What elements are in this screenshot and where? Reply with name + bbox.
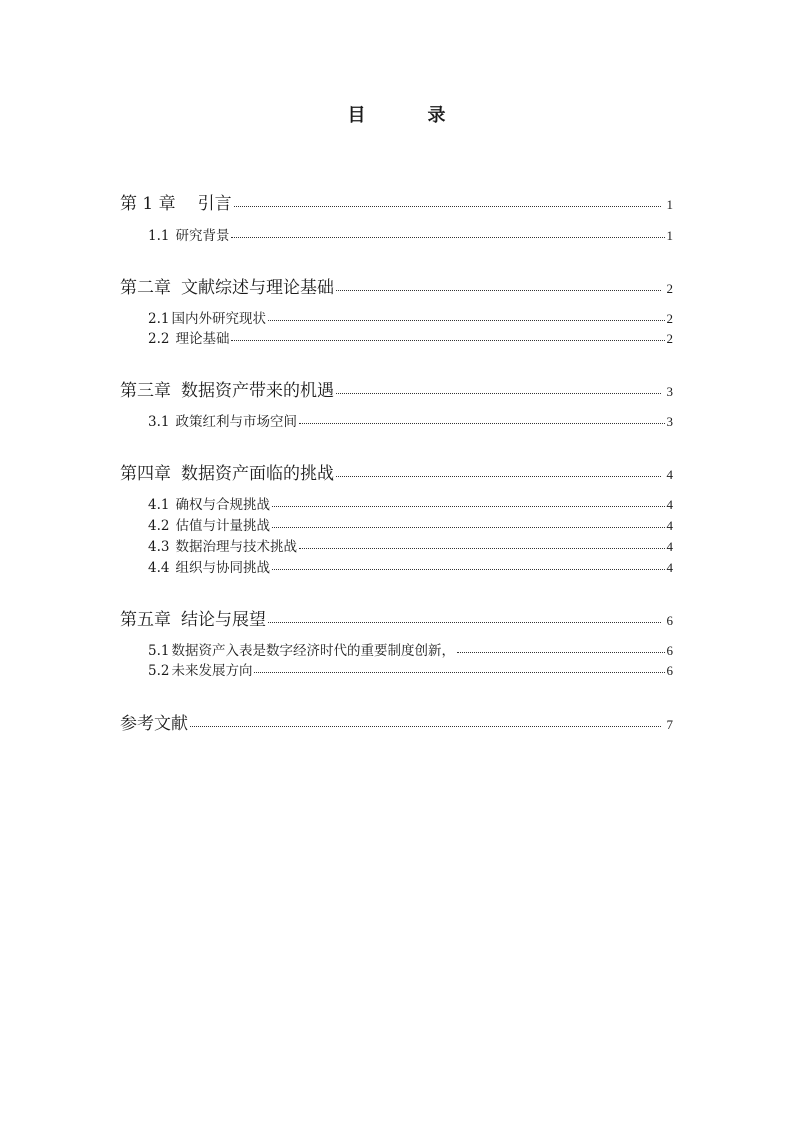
section-title: 国内外研究现状 — [171, 311, 266, 327]
dot-leader — [254, 671, 664, 673]
chapter-number: 第 1 章 — [120, 194, 176, 214]
chapter-title: 引言 — [197, 194, 232, 214]
dot-leader — [336, 392, 661, 394]
toc-section-4-3[interactable] — [148, 537, 673, 557]
section-number: 2.2 — [148, 331, 170, 347]
page-number: 2 — [666, 331, 673, 346]
page-number: 2 — [666, 281, 673, 296]
dot-leader — [299, 422, 665, 424]
toc-section-4-4[interactable] — [148, 558, 673, 578]
chapter-number: 第二章 — [120, 278, 171, 298]
section-number: 1.1 — [148, 228, 170, 244]
toc-section-4-1[interactable] — [148, 495, 673, 515]
page-number: 1 — [666, 197, 673, 212]
section-number: 2.1 — [148, 311, 170, 327]
dot-leader — [336, 289, 661, 291]
section-title: 数据治理与技术挑战 — [175, 539, 297, 555]
page-number: 4 — [666, 539, 673, 554]
chapter-number: 第四章 — [120, 464, 171, 484]
toc-references[interactable] — [120, 712, 673, 736]
section-number: 5.2 — [148, 663, 170, 679]
page-title: 目 录 — [347, 105, 468, 126]
toc-section-2-2[interactable] — [148, 329, 673, 349]
dot-leader — [190, 725, 661, 727]
section-number: 4.3 — [148, 539, 170, 555]
dot-leader — [457, 651, 665, 653]
toc-section-1-1[interactable] — [148, 226, 673, 246]
page-number: 6 — [666, 663, 673, 678]
toc-chapter-3[interactable] — [120, 379, 673, 403]
dot-leader — [231, 236, 664, 238]
toc-chapter-1[interactable] — [120, 192, 673, 216]
page-number: 4 — [666, 467, 673, 482]
toc-section-4-2[interactable] — [148, 516, 673, 536]
section-title: 确权与合规挑战 — [175, 497, 270, 513]
chapter-title: 结论与展望 — [181, 610, 266, 630]
dot-leader — [336, 475, 661, 477]
toc-section-5-1[interactable] — [148, 641, 673, 661]
section-title: 估值与计量挑战 — [175, 518, 270, 534]
chapter-title: 参考文献 — [120, 714, 188, 734]
toc-section-5-2[interactable] — [148, 661, 673, 681]
dot-leader — [272, 505, 665, 507]
chapter-title: 数据资产带来的机遇 — [181, 381, 334, 401]
section-number: 4.1 — [148, 497, 170, 513]
toc-chapter-2[interactable] — [120, 276, 673, 300]
dot-leader — [231, 339, 664, 341]
section-title: 组织与协同挑战 — [175, 560, 270, 576]
section-number: 3.1 — [148, 414, 170, 430]
dot-leader — [234, 205, 661, 207]
dot-leader — [268, 319, 665, 321]
toc-section-2-1[interactable] — [148, 309, 673, 329]
dot-leader — [272, 526, 665, 528]
section-title: 未来发展方向 — [171, 663, 253, 679]
section-title: 理论基础 — [175, 331, 230, 347]
section-title: 数据资产入表是数字经济时代的重要制度创新， — [171, 643, 455, 659]
chapter-title: 文献综述与理论基础 — [181, 278, 334, 298]
chapter-number: 第三章 — [120, 381, 171, 401]
section-title: 政策红利与市场空间 — [175, 414, 297, 430]
chapter-title: 数据资产面临的挑战 — [181, 464, 334, 484]
page-number: 3 — [666, 414, 673, 429]
page-number: 1 — [666, 228, 673, 243]
page-number: 4 — [666, 560, 673, 575]
toc-chapter-4[interactable] — [120, 462, 673, 486]
page-number: 3 — [666, 384, 673, 399]
dot-leader — [268, 621, 661, 623]
section-number: 4.4 — [148, 560, 170, 576]
toc-section-3-1[interactable] — [148, 412, 673, 432]
section-title: 研究背景 — [175, 228, 230, 244]
dot-leader — [272, 568, 665, 570]
toc-chapter-5[interactable] — [120, 608, 673, 632]
page-number: 4 — [666, 497, 673, 512]
page-number: 6 — [666, 613, 673, 628]
page-number: 2 — [666, 311, 673, 326]
page-number: 7 — [666, 717, 673, 732]
section-number: 5.1 — [148, 643, 170, 659]
dot-leader — [299, 547, 665, 549]
section-number: 4.2 — [148, 518, 170, 534]
chapter-number: 第五章 — [120, 610, 171, 630]
page-number: 4 — [666, 518, 673, 533]
page-number: 6 — [666, 643, 673, 658]
